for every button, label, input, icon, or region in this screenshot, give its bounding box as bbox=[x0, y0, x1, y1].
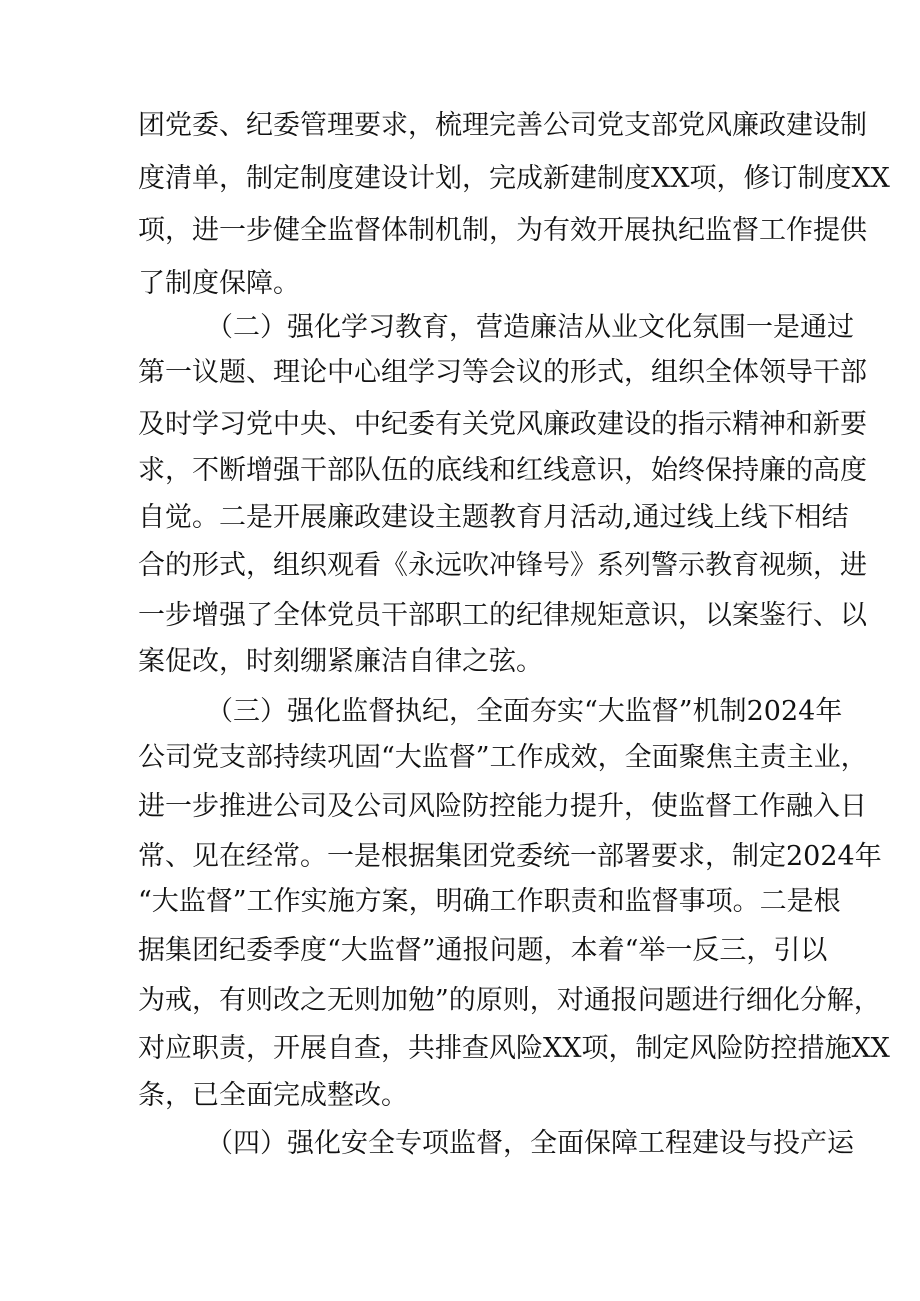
text-line: 常、见在经常。一是根据集团党委统一部署要求，制定2024年 bbox=[138, 841, 882, 872]
text-line: “大监督”工作实施方案，明确工作职责和监督事项。二是根 bbox=[138, 886, 841, 917]
text-line: 为戒，有则改之无则加勉”的原则，对通报问题进行细化分解， bbox=[138, 985, 881, 1016]
text-line: 公司党支部持续巩固“大监督”工作成效，全面聚焦主责主业， bbox=[138, 742, 868, 773]
text-line: 及时学习党中央、中纪委有关党风廉政建设的指示精神和新要 bbox=[138, 409, 867, 440]
text-line: 一步增强了全体党员干部职工的纪律规矩意识，以案鉴行、以 bbox=[138, 600, 867, 631]
text-line: 度清单，制定制度建设计划，完成新建制度XX项，修订制度XX bbox=[138, 163, 890, 194]
text-line: 对应职责，开展自查，共排查风险XX项，制定风险防控措施XX bbox=[138, 1033, 890, 1064]
section-heading: （三）强化监督执纪，全面夯实“大监督”机制2024年 bbox=[206, 696, 843, 727]
section-heading: （二）强化学习教育，营造廉洁从业文化氛围一是通过 bbox=[206, 312, 854, 343]
text-line: 案促改，时刻绷紧廉洁自律之弦。 bbox=[138, 646, 543, 677]
text-line: 条，已全面完成整改。 bbox=[138, 1080, 408, 1111]
text-line: 了制度保障。 bbox=[138, 268, 300, 299]
text-line: 据集团纪委季度“大监督”通报问题，本着“举一反三，引以 bbox=[138, 935, 828, 966]
text-line: 合的形式，组织观看《永远吹冲锋号》系列警示教育视频，进 bbox=[138, 550, 867, 581]
text-line: 项，进一步健全监督体制机制，为有效开展执纪监督工作提供 bbox=[138, 215, 867, 246]
text-line: 第一议题、理论中心组学习等会议的形式，组织全体领导干部 bbox=[138, 357, 867, 388]
text-line: 自觉。二是开展廉政建设主题教育月活动,通过线上线下相结 bbox=[138, 502, 849, 533]
text-line: 进一步推进公司及公司风险防控能力提升，使监督工作融入日 bbox=[138, 791, 867, 822]
text-line: 求，不断增强干部队伍的底线和红线意识，始终保持廉的高度 bbox=[138, 455, 867, 486]
text-line: 团党委、纪委管理要求，梳理完善公司党支部党风廉政建设制 bbox=[138, 110, 867, 141]
section-heading: （四）强化安全专项监督，全面保障工程建设与投产运 bbox=[206, 1128, 854, 1159]
